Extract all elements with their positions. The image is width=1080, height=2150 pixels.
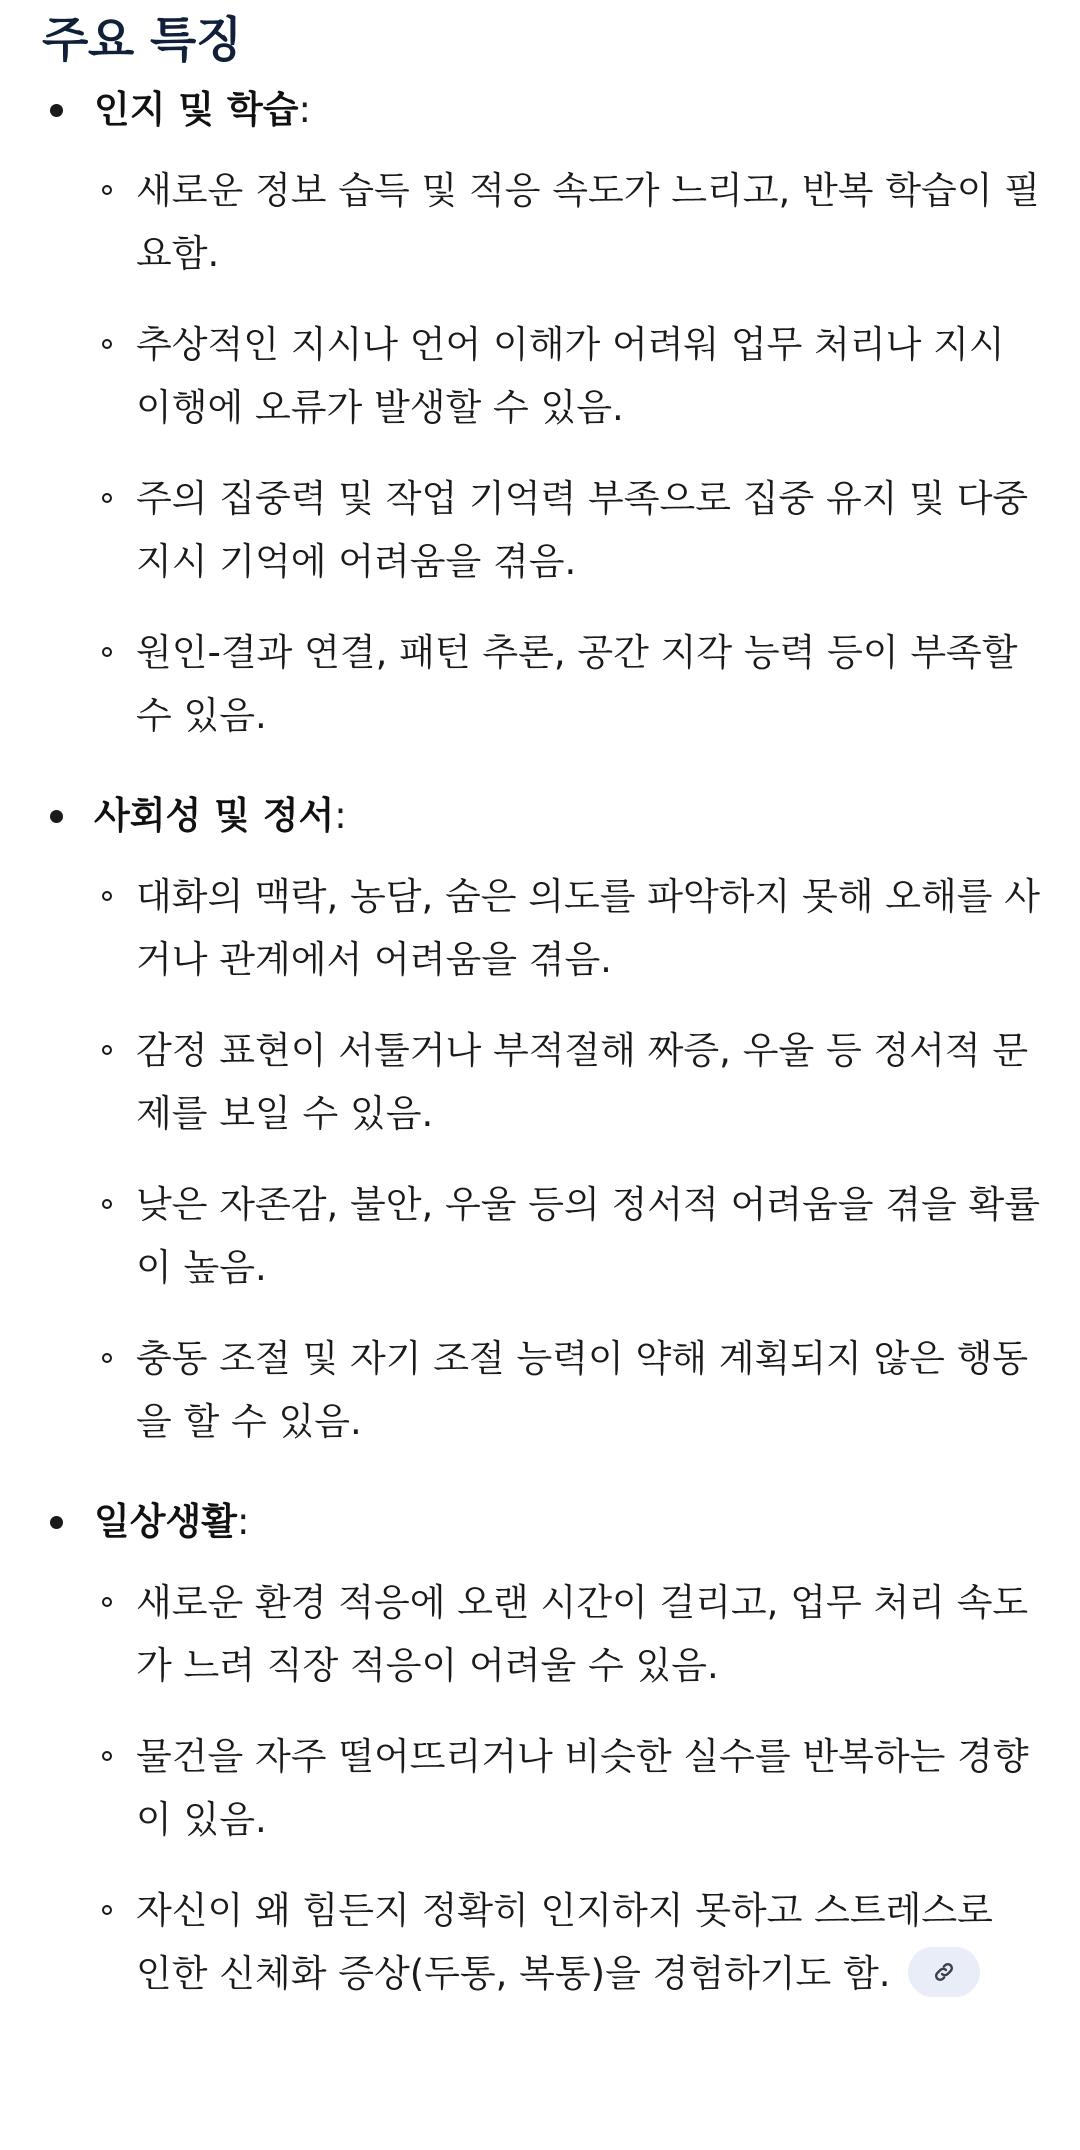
circle-bullet-icon xyxy=(102,493,112,503)
section-title-row xyxy=(94,791,1040,841)
section-colon: : xyxy=(298,88,311,131)
bullet-icon xyxy=(50,1516,63,1529)
section-title-row xyxy=(94,85,1040,135)
list-item-text: 충동 조절 및 자기 조절 능력이 약해 계획되지 않은 행동을 할 수 있음. xyxy=(136,1337,1029,1443)
list-item xyxy=(94,467,1040,593)
section-daily-life xyxy=(42,1497,1040,2005)
list-item xyxy=(94,313,1040,439)
feature-list xyxy=(42,85,1040,2005)
list-item-text: 자신이 왜 힘든지 정확히 인지하지 못하고 스트레스로 인한 신체화 증상(두통, 복통)을 경험하기도 함. xyxy=(136,1889,993,1995)
list-item xyxy=(94,1019,1040,1145)
list-item-text: 감정 표현이 서툴거나 부적절해 짜증, 우울 등 정서적 문제를 보일 수 있음. xyxy=(136,1029,1029,1135)
section-title: 사회성 및 정서 xyxy=(94,794,335,837)
section-social-emotional xyxy=(42,791,1040,1453)
circle-bullet-icon xyxy=(102,1199,112,1209)
list-item-text: 주의 집중력 및 작업 기억력 부족으로 집중 유지 및 다중 지시 기억에 어려움을 겪음. xyxy=(136,477,1029,583)
circle-bullet-icon xyxy=(102,339,112,349)
link-icon xyxy=(932,1960,956,1984)
list-item-text: 물건을 자주 떨어뜨리거나 비슷한 실수를 반복하는 경향이 있음. xyxy=(136,1735,1029,1841)
circle-bullet-icon xyxy=(102,1905,112,1915)
sub-list xyxy=(94,865,1040,1453)
section-title-row xyxy=(94,1497,1040,1547)
source-link-button[interactable] xyxy=(908,1947,980,1997)
circle-bullet-icon xyxy=(102,1751,112,1761)
list-item-text: 대화의 맥락, 농담, 숨은 의도를 파악하지 못해 오해를 사거나 관계에서 어려움을 겪음. xyxy=(136,875,1040,981)
list-item xyxy=(94,1725,1040,1851)
section-heading: 주요 특징 xyxy=(42,12,242,68)
section-cognition xyxy=(42,85,1040,747)
list-item xyxy=(94,865,1040,991)
sub-list xyxy=(94,1571,1040,2005)
bullet-icon xyxy=(50,104,63,117)
list-item xyxy=(94,1879,1040,2005)
section-colon: : xyxy=(236,1500,250,1543)
list-item xyxy=(94,1571,1040,1697)
list-item xyxy=(94,1173,1040,1299)
list-item-text: 새로운 환경 적응에 오랜 시간이 걸리고, 업무 처리 속도가 느려 직장 적응이 어려울 수 있음. xyxy=(136,1581,1029,1687)
section-title: 인지 및 학습 xyxy=(94,88,299,131)
circle-bullet-icon xyxy=(102,1045,112,1055)
list-item-text: 원인-결과 연결, 패턴 추론, 공간 지각 능력 등이 부족할 수 있음. xyxy=(136,631,1018,737)
circle-bullet-icon xyxy=(102,185,112,195)
section-colon: : xyxy=(334,794,347,837)
circle-bullet-icon xyxy=(102,1597,112,1607)
bullet-icon xyxy=(50,810,63,823)
list-item xyxy=(94,1327,1040,1453)
circle-bullet-icon xyxy=(102,1353,112,1363)
list-item-text: 새로운 정보 습득 및 적응 속도가 느리고, 반복 학습이 필요함. xyxy=(136,169,1040,275)
section-title: 일상생활 xyxy=(94,1500,237,1543)
sub-list xyxy=(94,159,1040,747)
list-item-text: 추상적인 지시나 언어 이해가 어려워 업무 처리나 지시 이행에 오류가 발생할 수 있음. xyxy=(136,323,1005,429)
list-item xyxy=(94,159,1040,285)
list-item-text: 낮은 자존감, 불안, 우울 등의 정서적 어려움을 겪을 확률이 높음. xyxy=(136,1183,1040,1289)
circle-bullet-icon xyxy=(102,891,112,901)
circle-bullet-icon xyxy=(102,647,112,657)
list-item xyxy=(94,621,1040,747)
